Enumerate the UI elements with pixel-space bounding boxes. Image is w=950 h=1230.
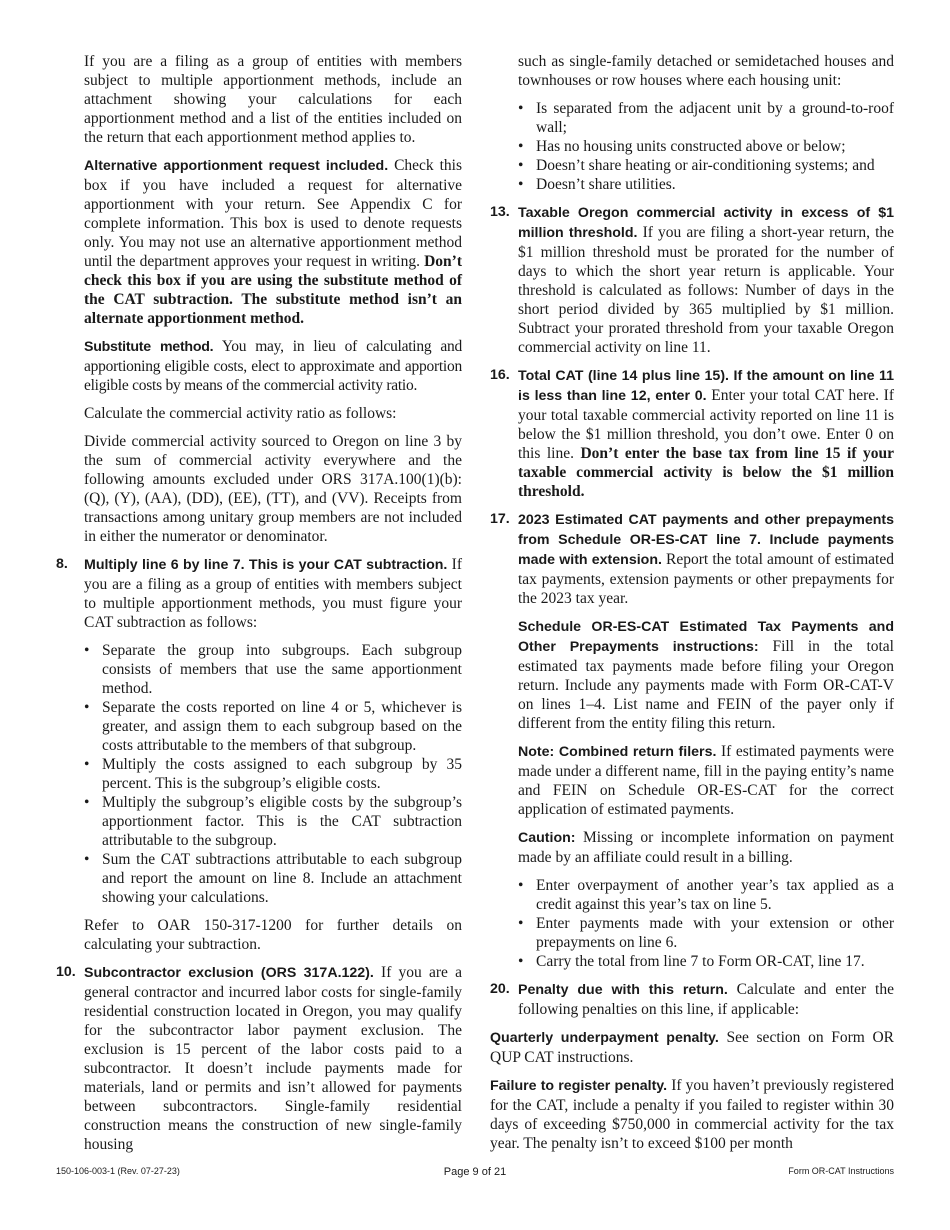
substitute-method-paragraph: Substitute method. You may, in lieu of calculating and apportioning eligible costs, elect to approximate and apportion eligible costs by means of the commercial activity ratio. — [84, 338, 462, 394]
line-17-instructions: 17. 2023 Estimated CAT payments and other prepayments from Schedule OR-ES-CAT line 7. Include payments made with extension. Report the total amount of estimated tax payments, extension payments or other prepayments for the 2023 tax year. — [490, 511, 894, 607]
line-8-instructions: 8. Multiply line 6 by line 7. This is your CAT subtraction. If you are a filing as a group of entities with members subject to multiple apportionment methods, you must figure your CAT subtraction as follows: — [56, 556, 462, 631]
line-10-heading: Subcontractor exclusion (ORS 317A.122). — [84, 965, 374, 981]
line-number: 16. — [490, 367, 510, 383]
list-item: • Multiply the subgroup’s eligible costs by the subgroup’s apportionment factor. This is the CAT subtraction attributable to the subgroup. — [102, 793, 462, 850]
right-column — [490, 52, 894, 1162]
line-8-heading: Multiply line 6 by line 7. This is your CAT subtraction. — [84, 557, 448, 573]
list-item: • Multiply the costs assigned to each subgroup by 35 percent. This is the subgroup’s eligible costs. — [102, 755, 462, 793]
list-item: • Has no housing units constructed above or below; — [536, 137, 894, 156]
schedule-instructions-paragraph: Schedule OR-ES-CAT Estimated Tax Payments and Other Prepayments instructions: Fill in the total estimated tax payments made before filing your Oregon return. Include any payments made with Form OR-CAT-V on lines 1–4. List name and FEIN of the payer only if different from the entity filing this return. — [518, 619, 894, 732]
line-number: 20. — [490, 981, 510, 997]
divide-paragraph: Divide commercial activity sourced to Oregon on line 3 by the sum of commercial activity everywhere and the following amounts excluded under ORS 317A.100(1)(b): (Q), (Y), (AA), (DD), (EE), (TT), and (VV). Receipts from transactions among unitary group members are not included in either the numerator or denominator. — [84, 433, 462, 545]
alternative-apportionment-warning: Don’t check this box if you are using the substitute method of the CAT subtraction. The substitute method isn’t an alternate apportionment method. — [84, 253, 462, 327]
line-10-instructions: 10. Subcontractor exclusion (ORS 317A.122). If you are a general contractor and incurred labor costs for single-family residential construction located in Oregon, you may qualify for the subcontractor labor payment exclusion. The exclusion is 15 percent of the labor costs paid to a subcontractor. It doesn’t include payments made for materials, land or permits and isn’t allowed for payments between subcontractors. Single-family residential construction means the construction of new single-family housing — [56, 964, 462, 1153]
housing-continuation: such as single-family detached or semidetached houses and townhouses or row houses where each housing unit: — [518, 53, 894, 89]
line-16-instructions: 16. Total CAT (line 14 plus line 15). If the amount on line 11 is less than line 12, enter 0. Enter your total CAT here. If your total taxable commercial activity reported on line 11 is below the $1 million threshold, you don’t owe. Enter 0 on this line. Don’t enter the base tax from line 15 if your taxable commercial activity is below the $1 million threshold. — [490, 367, 894, 500]
multi-method-paragraph: If you are a filing as a group of entities with members subject to multiple apportionment methods, include an attachment showing your calculations for each apportionment method and a list of the entities included on the return that each apportionment method applies to. — [84, 53, 462, 146]
list-item: • Enter payments made with your extension or other prepayments on line 6. — [536, 914, 894, 952]
list-item: • Separate the costs reported on line 4 or 5, whichever is greater, and assign them to each subgroup based on the costs attributable to the members of that subgroup. — [102, 698, 462, 755]
quarterly-penalty-heading: Quarterly underpayment penalty. — [490, 1030, 719, 1046]
page-number: Page 9 of 21 — [443, 1166, 507, 1178]
list-item: • Enter overpayment of another year’s tax applied as a credit against this year’s tax on line 5. — [536, 876, 894, 914]
form-code: 150-106-003-1 (Rev. 07-27-23) — [56, 1166, 180, 1176]
refer-paragraph: Refer to OAR 150-317-1200 for further details on calculating your subtraction. — [84, 917, 462, 953]
form-title: Form OR-CAT Instructions — [788, 1166, 894, 1176]
quarterly-penalty-paragraph: Quarterly underpayment penalty. See section on Form OR QUP CAT instructions. — [490, 1029, 895, 1066]
line-16-warning: Don’t enter the base tax from line 15 if your taxable commercial activity is below the $1 million threshold. — [518, 445, 894, 500]
line-number: 13. — [490, 204, 510, 220]
list-item: • Is separated from the adjacent unit by a ground-to-roof wall; — [536, 99, 894, 137]
alternative-apportionment-heading: Alternative apportionment request included. — [84, 158, 389, 174]
line-number: 10. — [56, 964, 76, 980]
housing-criteria-list — [490, 99, 894, 194]
line-20-heading: Penalty due with this return. — [518, 982, 728, 998]
page-footer — [56, 1166, 894, 1180]
alternative-apportionment-paragraph: Alternative apportionment request included. Check this box if you have included a request for alternative apportionment with your return. See Appendix C for complete information. This box is used to denote requests only. You may not use an alternative apportionment method until the department approves your request in writing. Don’t check this box if you are using the substitute method of the CAT subtraction. The substitute method isn’t an alternate apportionment method. — [84, 157, 462, 327]
prepayments-list — [490, 876, 894, 971]
line-13-heading: Taxable Oregon commercial activity in excess of $1 million threshold. — [518, 205, 894, 241]
subtraction-steps-list — [56, 641, 462, 907]
note-heading: Note: Combined return filers. — [518, 744, 717, 760]
calculate-ratio-paragraph: Calculate the commercial activity ratio as follows: — [84, 405, 397, 422]
failure-to-register-paragraph: Failure to register penalty. If you haven’t previously registered for the CAT, include a penalty if you failed to register within 30 days of exceeding $750,000 in commercial activity for the tax year. The penalty isn’t to exceed $100 per month — [490, 1077, 894, 1152]
list-item: • Carry the total from line 7 to Form OR-CAT, line 17. — [536, 952, 894, 971]
list-item: • Doesn’t share utilities. — [536, 175, 894, 194]
list-item: • Doesn’t share heating or air-conditioning systems; and — [536, 156, 894, 175]
line-number: 8. — [56, 556, 68, 572]
line-number: 17. — [490, 511, 510, 527]
substitute-method-heading: Substitute method. — [84, 339, 214, 355]
list-item: • Separate the group into subgroups. Each subgroup consists of members that use the same apportionment method. — [102, 641, 462, 698]
failure-to-register-heading: Failure to register penalty. — [490, 1078, 668, 1094]
left-column — [56, 52, 462, 1163]
combined-filers-note: Note: Combined return filers. If estimated payments were made under a different name, fill in the paying entity’s name and FEIN on Schedule OR-ES-CAT for the correct application of estimated payments. — [518, 743, 894, 818]
line-20-instructions: 20. Penalty due with this return. Calculate and enter the following penalties on this line, if applicable: — [490, 981, 894, 1018]
line-16-heading: Total CAT (line 14 plus line 15). If the amount on line 11 is less than line 12, enter 0. — [518, 368, 894, 404]
caution-heading: Caution: — [518, 830, 576, 846]
schedule-instructions-heading: Schedule OR-ES-CAT Estimated Tax Payments and Other Prepayments instructions: — [518, 619, 894, 655]
line-13-instructions: 13. Taxable Oregon commercial activity in excess of $1 million threshold. If you are filing a short-year return, the $1 million threshold must be prorated for the number of days to which the short year return is applicable. Your threshold is calculated as follows: Number of days in the short period divided by 365 multiplied by $1 million. Subtract your prorated threshold from your taxable Oregon commercial activity on line 11. — [490, 204, 895, 356]
list-item: • Sum the CAT subtractions attributable to each subgroup and report the amount on line 8. Include an attachment showing your calculations. — [102, 850, 462, 907]
line-17-heading: 2023 Estimated CAT payments and other prepayments from Schedule OR-ES-CAT line 7. Include payments made with extension. — [518, 512, 894, 568]
caution-paragraph: Caution: Missing or incomplete information on payment made by an affiliate could result in a billing. — [518, 829, 894, 866]
